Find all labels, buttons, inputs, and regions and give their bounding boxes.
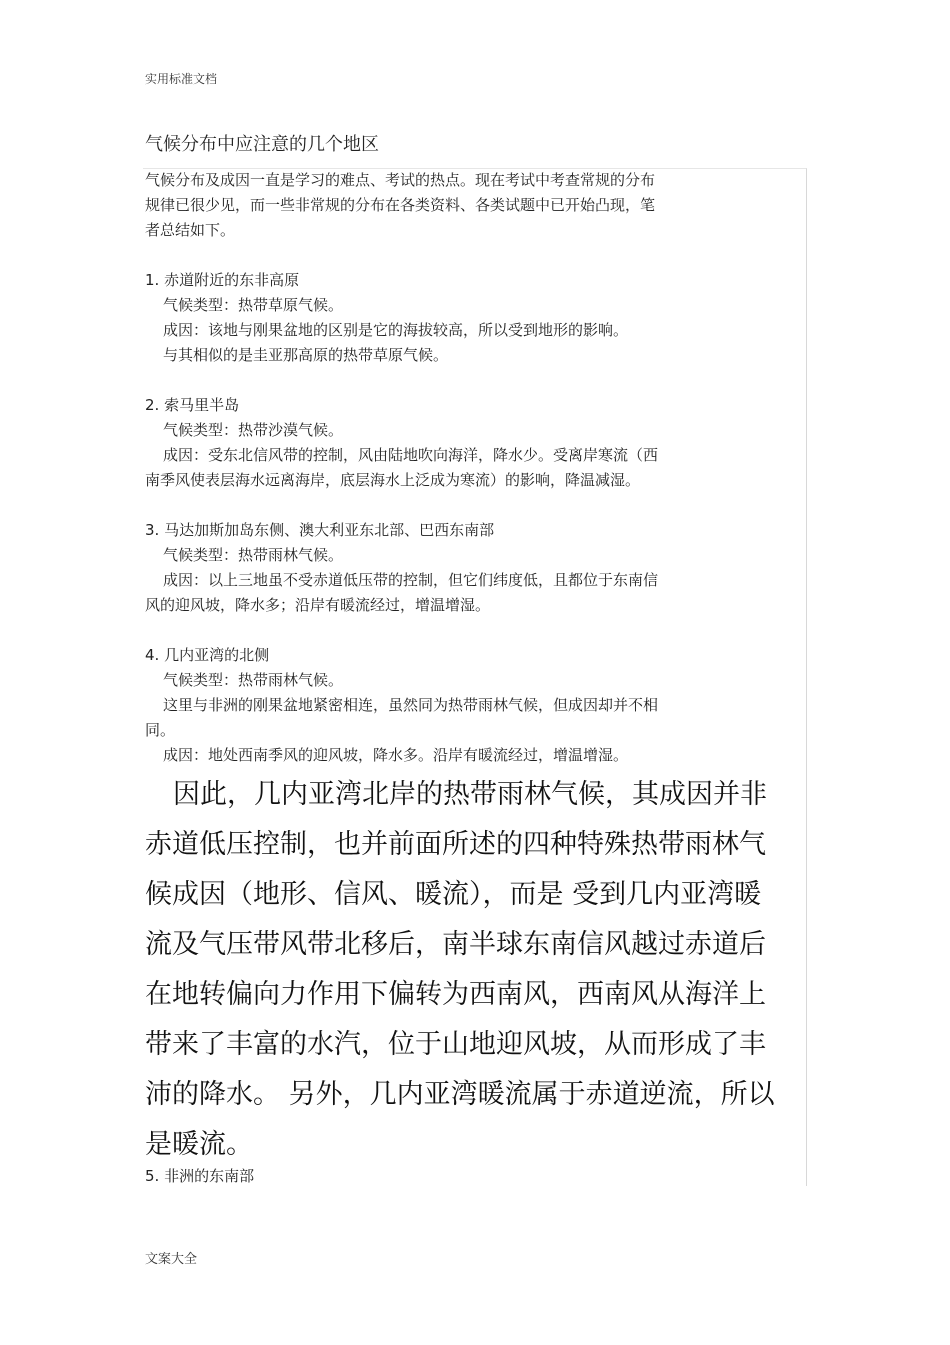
section-line: 与其相似的是圭亚那高原的热带草原气候。 [163, 346, 449, 364]
section-line: 成因：受东北信风带的控制，风由陆地吹向海洋，降水少。受离岸寒流（西 [163, 446, 659, 464]
large-paragraph-line: 带来了丰富的水汽，位于山地迎风坡，从而形成了丰 [145, 1029, 766, 1060]
intro-line: 气候分布及成因一直是学习的难点、考试的热点。现在考试中考查常规的分布 [145, 171, 656, 189]
section-line: 气候类型：热带雨林气候。 [163, 671, 344, 689]
section-line: 成因：地处西南季风的迎风坡，降水多。沿岸有暖流经过，增温增湿。 [163, 746, 629, 764]
section-heading-5: 5. 非洲的东南部 [145, 1167, 255, 1185]
section-line: 气候类型：热带雨林气候。 [163, 546, 344, 564]
document-title: 气候分布中应注意的几个地区 [145, 134, 379, 155]
large-paragraph-line: 赤道低压控制，也并前面所述的四种特殊热带雨林气 [145, 829, 766, 860]
intro-line: 规律已很少见，而一些非常规的分布在各类资料、各类试题中已开始凸现，笔 [145, 196, 656, 214]
intro-line: 者总结如下。 [145, 221, 236, 239]
page-header-label: 实用标准文档 [145, 72, 218, 86]
page-footer-label: 文案大全 [145, 1252, 198, 1267]
section-heading: 3. 马达加斯加岛东侧、澳大利亚东北部、巴西东南部 [145, 521, 495, 539]
section-line: 这里与非洲的刚果盆地紧密相连，虽然同为热带雨林气候，但成因却并不相 [163, 696, 659, 714]
section-line: 风的迎风坡，降水多；沿岸有暖流经过，增温增湿。 [145, 596, 491, 614]
section-heading: 2. 索马里半岛 [145, 396, 240, 414]
large-paragraph-line: 是暖流。 [145, 1129, 253, 1160]
large-paragraph-line: 流及气压带风带北移后，南半球东南信风越过赤道后 [145, 929, 766, 960]
section-line: 气候类型：热带沙漠气候。 [163, 421, 344, 439]
section-line: 气候类型：热带草原气候。 [163, 296, 344, 314]
large-paragraph [145, 770, 785, 1170]
large-paragraph-line: 沛的降水。 另外，几内亚湾暖流属于赤道逆流，所以 [145, 1079, 775, 1110]
large-paragraph-line: 在地转偏向力作用下偏转为西南风，西南风从海洋上 [145, 979, 766, 1010]
section-line: 成因：以上三地虽不受赤道低压带的控制，但它们纬度低，且都位于东南信 [163, 571, 659, 589]
large-paragraph-line: 候成因（地形、信风、暖流），而是 受到几内亚湾暖 [145, 879, 762, 910]
large-paragraph-line: 因此，几内亚湾北岸的热带雨林气候，其成因并非 [173, 779, 767, 810]
section-line: 同。 [145, 721, 176, 739]
section-heading: 4. 几内亚湾的北侧 [145, 646, 270, 664]
section-heading: 1. 赤道附近的东非高原 [145, 271, 300, 289]
intro-paragraph [145, 168, 790, 768]
section-line: 成因：该地与刚果盆地的区别是它的海拔较高，所以受到地形的影响。 [163, 321, 629, 339]
section-line: 南季风使表层海水远离海岸，底层海水上泛成为寒流）的影响，降温减湿。 [145, 471, 641, 489]
